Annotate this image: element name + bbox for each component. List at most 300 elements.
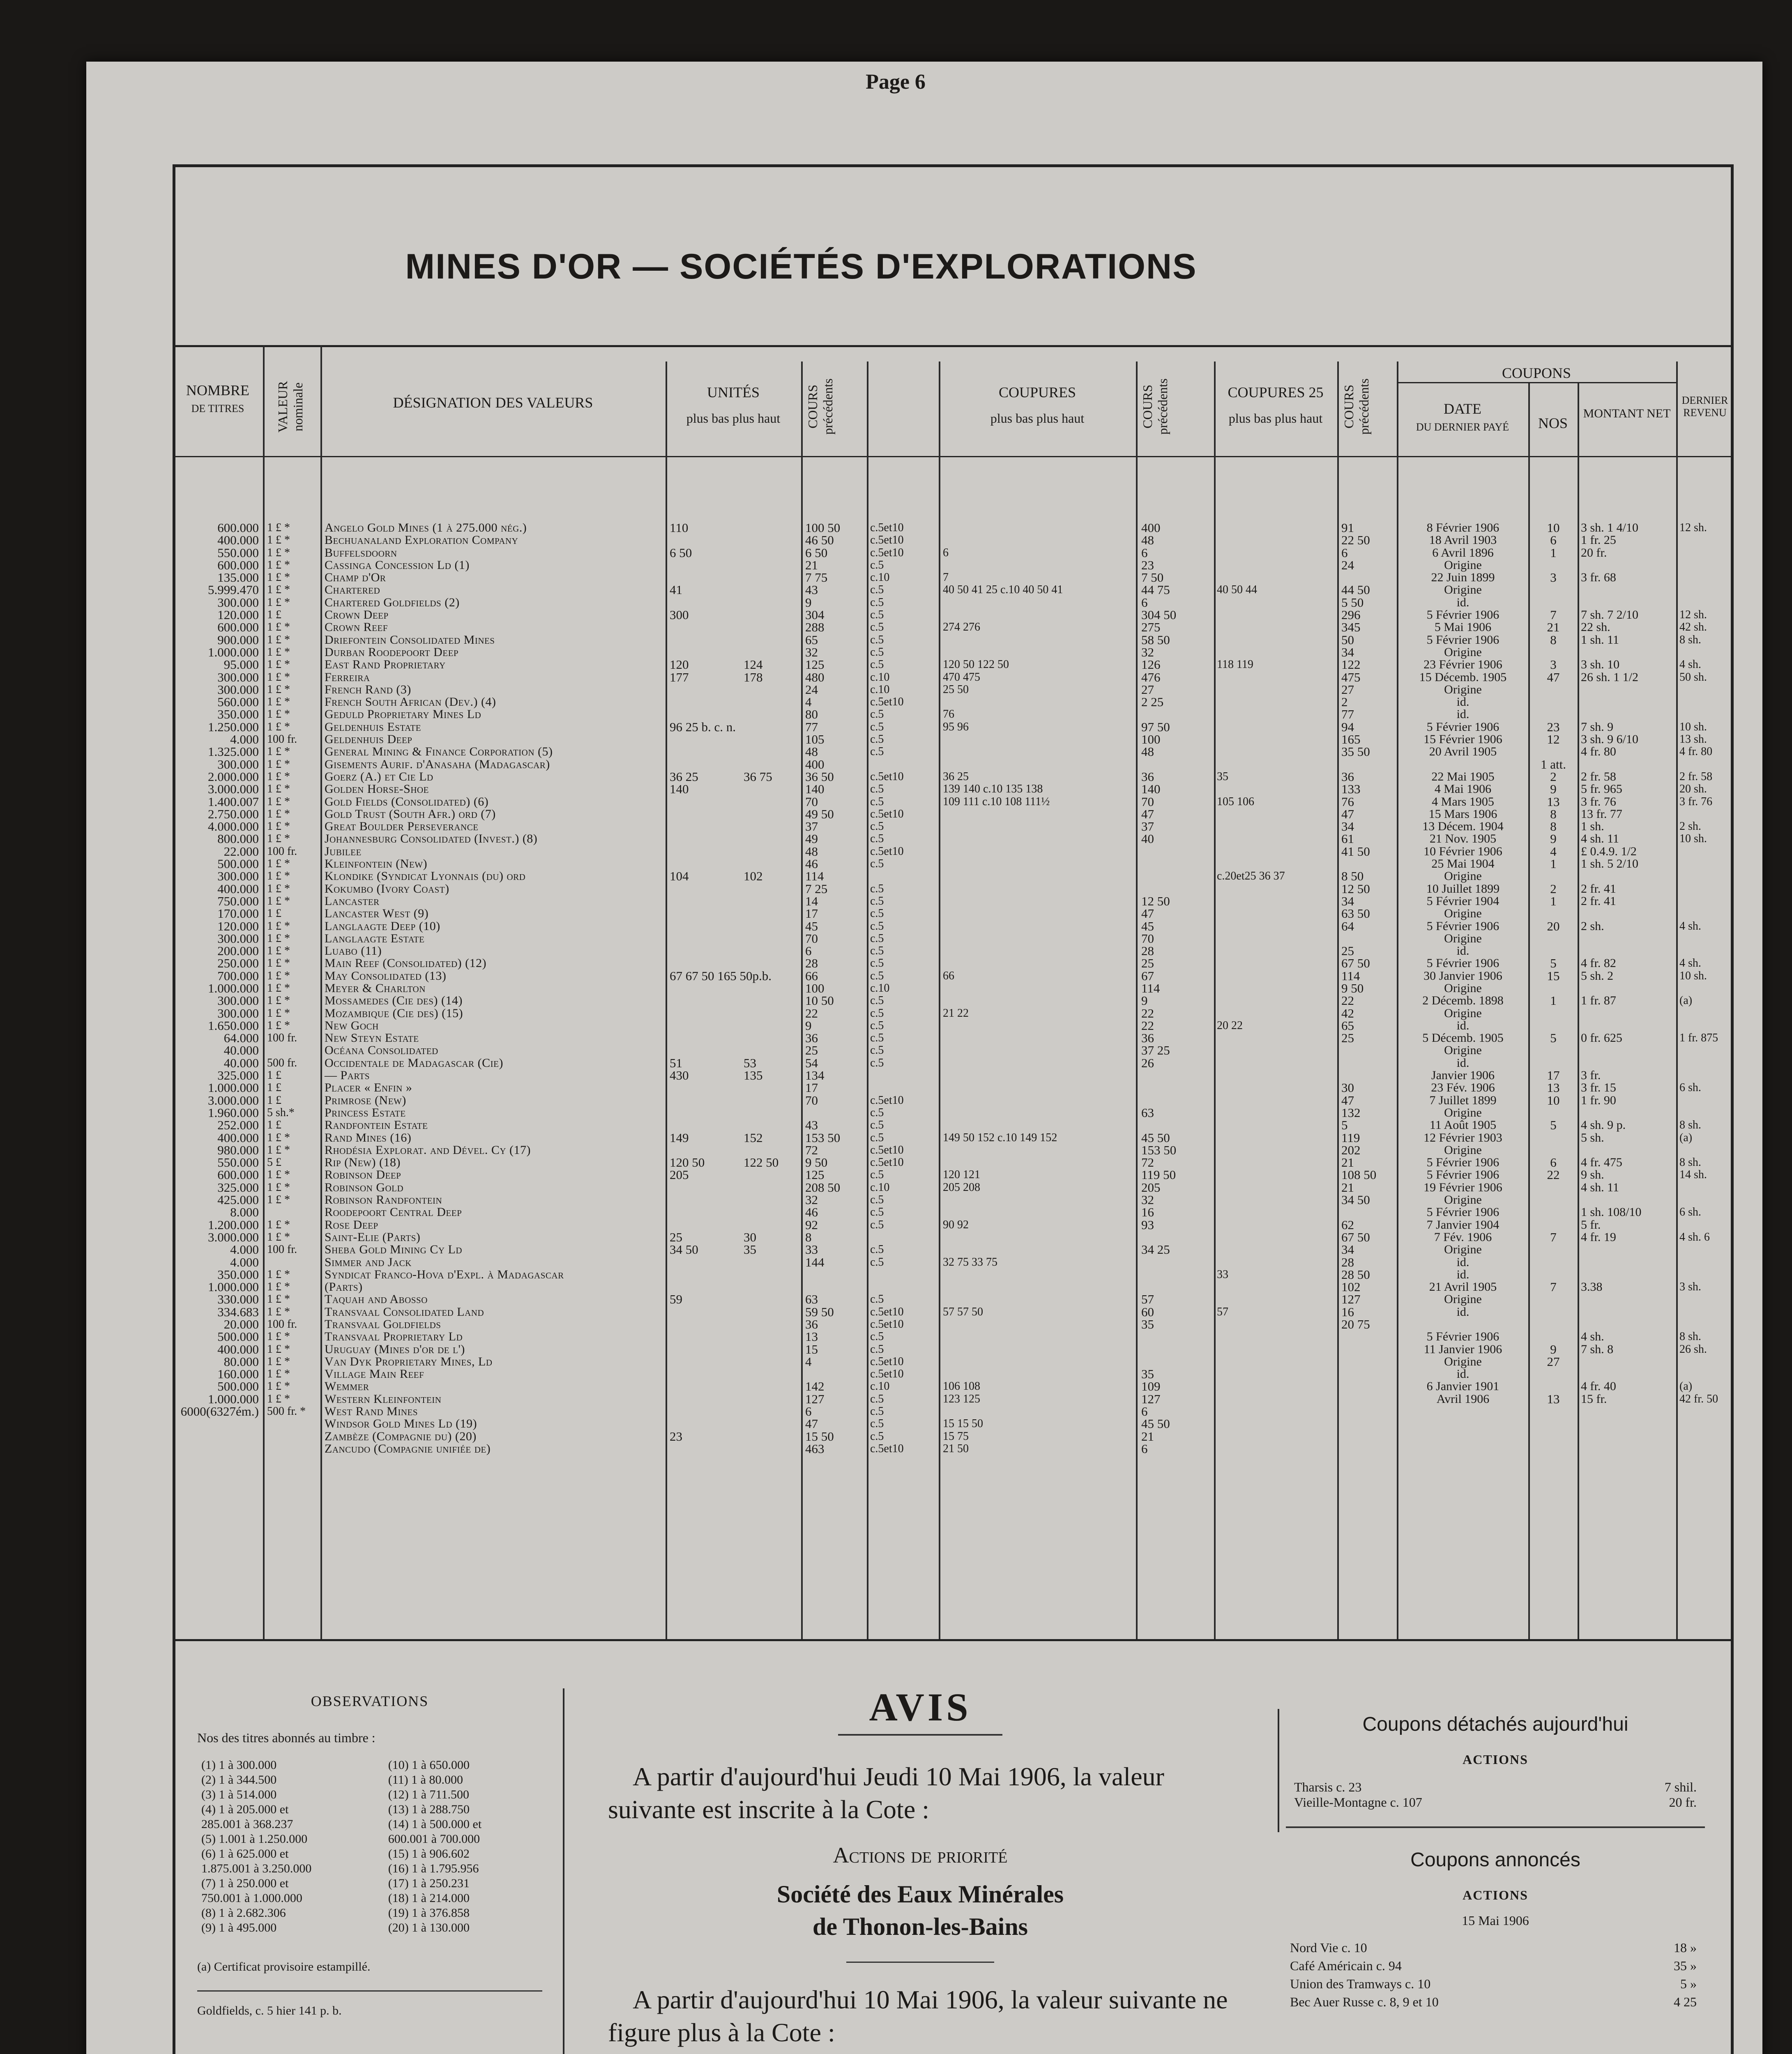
table-cell: Chartered Goldfields (2) <box>325 595 460 609</box>
table-cell: id. <box>1456 1255 1470 1269</box>
table-cell: 25 <box>805 1043 818 1058</box>
table-cell: 23 <box>670 1429 682 1444</box>
table-cell <box>1679 708 1733 721</box>
table-cell: 6000(6327ém.) <box>180 1404 259 1419</box>
table-cell <box>1217 1343 1336 1356</box>
table-cell <box>870 1269 938 1281</box>
table-cell <box>670 1007 744 1020</box>
table-cell: c.5et10 <box>870 1318 904 1331</box>
table-cell: 750.001 à 1.000.000 <box>201 1891 302 1905</box>
table-cell: 152 <box>744 1130 763 1145</box>
table-cell: 22 <box>1141 1018 1154 1033</box>
table-cell: 300.000 <box>217 1006 259 1020</box>
table-cell: 1 £ <box>267 1094 281 1107</box>
table-cell: Main Reef (Consolidated) (12) <box>325 956 487 970</box>
table-cell: 1 £ * <box>267 596 290 609</box>
table-cell: 304 50 <box>1141 608 1177 622</box>
table-cell <box>1217 1144 1336 1156</box>
table-cell: 16 <box>1141 1205 1154 1220</box>
table-cell: Origine <box>1444 583 1482 597</box>
table-cell: Océana Consolidated <box>325 1043 438 1057</box>
table-cell: 1 £ * <box>267 571 290 584</box>
table-cell: id. <box>1456 1305 1470 1319</box>
table-cell <box>1679 870 1733 882</box>
table-cell: 1 £ * <box>267 882 290 895</box>
coupon-item <box>1290 1957 1697 1975</box>
table-cell: c.10 <box>870 981 890 995</box>
table-cell: 177 <box>670 670 689 684</box>
table-cell: 17 <box>1547 1068 1560 1083</box>
table-cell: c.5 <box>870 1032 884 1045</box>
table-cell <box>1141 1331 1213 1343</box>
table-cell <box>670 684 744 696</box>
table-cell: 600.000 <box>217 557 259 572</box>
table-cell <box>1217 547 1336 559</box>
table-cell: 47 <box>805 1416 818 1431</box>
table-cell: 600.000 <box>217 1167 259 1182</box>
table-cell <box>1530 1044 1576 1057</box>
table-cell <box>1530 584 1576 596</box>
table-cell <box>805 1281 865 1293</box>
table-cell: c.5 <box>870 820 884 833</box>
column-cours-25 <box>1341 522 1395 1405</box>
table-cell: Princess Estate <box>325 1105 406 1119</box>
table-cell: 1 £ * <box>267 820 290 833</box>
table-cell: 13 <box>1547 1080 1560 1095</box>
table-cell <box>943 845 1134 858</box>
table-cell: 63 <box>805 1292 818 1307</box>
table-cell: 3 <box>1550 657 1557 672</box>
table-cell <box>1679 1020 1733 1032</box>
table-cell: 1.000.000 <box>208 1080 259 1095</box>
table-cell: 5 Février 1906 <box>1426 1156 1499 1170</box>
table-cell <box>1530 696 1576 708</box>
table-cell: 10 50 <box>805 993 834 1008</box>
table-cell: 202 <box>1341 1142 1361 1157</box>
table-cell <box>943 1368 1134 1380</box>
table-cell: 1 £ * <box>267 944 290 958</box>
table-cell <box>1581 1269 1675 1281</box>
table-cell: 6 Janvier 1901 <box>1426 1379 1499 1393</box>
table-cell <box>670 1331 744 1343</box>
table-cell <box>1217 833 1336 845</box>
table-cell <box>670 571 744 584</box>
table-cell: 109 111 c.10 108 111½ <box>943 795 1050 808</box>
table-cell: 21 50 <box>943 1442 969 1455</box>
table-cell: Origine <box>1444 1193 1482 1207</box>
table-cell <box>1530 1418 1576 1430</box>
table-cell: 1 sh. 11 <box>1581 633 1619 647</box>
table-cell: 4 Mai 1906 <box>1434 782 1492 796</box>
table-cell: 67 67 50 165 50p.b. <box>670 968 772 983</box>
table-cell: 7 <box>943 571 949 584</box>
table-cell: c.5 <box>870 994 884 1007</box>
table-cell: c.5et10 <box>870 1094 904 1107</box>
table-cell <box>744 982 799 995</box>
table-cell <box>670 1343 744 1356</box>
table-cell: 25 <box>1141 956 1154 971</box>
table-cell: 15 Décemb. 1905 <box>1419 670 1507 684</box>
table-cell <box>670 1281 744 1293</box>
table-cell: Rhodésia Explorat. and Dével. Cy (17) <box>325 1143 531 1157</box>
table-cell <box>1399 1318 1527 1331</box>
table-cell: 1 £ * <box>267 1143 290 1156</box>
table-cell: 8 sh. <box>1679 1330 1701 1343</box>
table-cell: 300.000 <box>217 993 259 1008</box>
col-rule <box>1528 382 1530 1639</box>
table-cell <box>670 559 744 571</box>
table-cell: Langlaagte Deep (10) <box>325 919 440 933</box>
table-cell: c.10 <box>870 670 890 684</box>
table-cell: 25 50 <box>943 683 969 696</box>
table-cell: 6 <box>1141 545 1148 560</box>
table-cell: (4) 1 à 205.000 et <box>201 1803 289 1816</box>
table-cell <box>1530 1107 1576 1119</box>
table-cell: 325.000 <box>217 1180 259 1195</box>
table-bottom-rule <box>173 1639 1734 1641</box>
table-cell: 6 50 <box>670 545 692 560</box>
table-cell: 100 fr. <box>267 1032 297 1045</box>
table-cell <box>1679 1069 1733 1082</box>
table-cell <box>1217 671 1336 684</box>
table-cell: 5 Février 1906 <box>1426 608 1499 622</box>
table-cell <box>670 995 744 1007</box>
table-cell <box>1679 1044 1733 1057</box>
table-cell: 10 sh. <box>1679 969 1707 982</box>
table-cell: Origine <box>1444 558 1482 572</box>
table-cell: Lancaster West (9) <box>325 907 429 921</box>
table-cell <box>943 808 1134 820</box>
table-cell: Saint-Elie (Parts) <box>325 1230 421 1244</box>
table-cell <box>1217 895 1336 907</box>
table-cell <box>1530 1132 1576 1144</box>
table-cell <box>670 895 744 907</box>
table-cell <box>744 1107 799 1119</box>
table-cell: 122 <box>1341 657 1361 672</box>
table-cell: c.5 <box>870 1293 884 1306</box>
table-cell: 275 <box>1141 620 1161 635</box>
table-cell: 14 <box>805 893 818 908</box>
table-cell <box>1217 1082 1336 1094</box>
table-cell <box>670 1393 744 1405</box>
table-cell: 3 sh. 9 6/10 <box>1581 732 1639 746</box>
coupon-label: Union des Tramways c. 10 <box>1290 1976 1431 1991</box>
table-cell <box>670 1032 744 1044</box>
header-coupures-sub: plus bas plus haut <box>990 411 1085 426</box>
table-cell: 32 <box>805 1193 818 1207</box>
table-cell <box>1530 1405 1576 1418</box>
table-cell: c.5et10 <box>870 1442 904 1455</box>
table-cell <box>744 746 799 758</box>
table-cell: Robinson Gold <box>325 1180 404 1194</box>
table-cell <box>670 646 744 659</box>
table-cell: 139 140 c.10 135 138 <box>943 783 1043 796</box>
table-cell: 22.000 <box>223 844 259 859</box>
table-cell <box>943 758 1134 771</box>
table-cell: 50 sh. <box>1679 670 1707 684</box>
table-cell: Taquah and Abosso <box>325 1292 428 1306</box>
table-cell: (5) 1.001 à 1.250.000 <box>201 1832 308 1846</box>
table-cell <box>1341 758 1395 771</box>
table-cell <box>1217 1032 1336 1044</box>
table-cell <box>744 858 799 870</box>
table-cell: c.20et25 36 37 <box>1217 870 1285 883</box>
table-cell: 23 <box>1141 557 1154 572</box>
table-cell: 47 <box>1341 1093 1354 1108</box>
table-cell: 400 <box>805 757 825 771</box>
table-cell: 30 <box>1341 1080 1354 1095</box>
table-cell: 1 £ * <box>267 994 290 1007</box>
coupon-item <box>1294 1795 1697 1810</box>
table-cell: Origine <box>1444 1354 1482 1368</box>
table-cell <box>943 1281 1134 1293</box>
table-cell <box>943 858 1134 870</box>
table-cell <box>1341 1206 1395 1218</box>
table-cell: 118 119 <box>1217 658 1253 671</box>
table-cell: 1 £ * <box>267 745 290 758</box>
table-cell: 15 Février 1906 <box>1423 732 1502 746</box>
table-cell: 345 <box>1341 620 1361 635</box>
avis-actions: Actions de priorité <box>833 1843 1008 1867</box>
table-cell <box>670 808 744 820</box>
table-cell: 11 Août 1905 <box>1429 1118 1497 1132</box>
table-cell: 32 <box>1141 645 1154 659</box>
table-cell: Langlaagte Estate <box>325 931 425 945</box>
table-cell: 4 fr. 19 <box>1581 1230 1616 1244</box>
table-cell: 7 Janvier 1904 <box>1426 1218 1499 1232</box>
table-cell: 46 50 <box>805 533 834 548</box>
table-cell: 3 fr. <box>1581 1068 1601 1082</box>
column-coupon-no <box>1530 522 1576 1430</box>
table-cell: 1 £ <box>267 1081 281 1094</box>
table-cell: 28 <box>805 956 818 971</box>
table-cell: 4 sh. 11 <box>1581 1180 1619 1194</box>
table-cell: 2 fr. 58 <box>1581 769 1616 783</box>
table-cell: 200.000 <box>217 944 259 958</box>
table-cell: 48 <box>1141 744 1154 759</box>
table-cell: 8 sh. <box>1679 633 1701 646</box>
table-cell: 33 <box>805 1242 818 1257</box>
table-cell: 49 50 <box>805 806 834 821</box>
table-cell: 90 92 <box>943 1218 969 1231</box>
table-cell <box>1581 1107 1675 1119</box>
table-cell: 26 sh. <box>1679 1342 1707 1356</box>
table-cell: 3.38 <box>1581 1280 1603 1294</box>
table-cell: c.5et10 <box>870 1143 904 1156</box>
table-cell: 15 <box>805 1342 818 1356</box>
coupon-value: 4 25 <box>1674 1994 1697 2009</box>
table-cell <box>744 559 799 571</box>
table-cell <box>1530 746 1576 758</box>
table-cell: 15 75 <box>943 1430 969 1443</box>
table-cell <box>1217 1132 1336 1144</box>
table-cell <box>744 1430 799 1443</box>
table-cell: 12 <box>1547 732 1560 747</box>
table-cell: 5 Février 1906 <box>1426 720 1499 734</box>
table-cell <box>1530 1057 1576 1069</box>
table-cell: Origine <box>1444 645 1482 659</box>
col-rule <box>1136 362 1138 1639</box>
table-cell: 400.000 <box>217 881 259 896</box>
table-cell: Angelo Gold Mines (1 à 275.000 nég.) <box>325 521 527 534</box>
table-cell: 34 <box>1341 819 1354 834</box>
table-cell: 92 <box>805 1217 818 1232</box>
table-cell: 34 50 <box>670 1242 698 1257</box>
table-cell <box>943 1343 1134 1356</box>
table-cell <box>1217 883 1336 895</box>
coupon-value: 5 » <box>1680 1976 1697 1991</box>
table-cell <box>1341 1343 1395 1356</box>
table-cell: 1 <box>1550 545 1557 560</box>
header-unites: UNITÉS <box>707 384 760 401</box>
table-cell <box>1530 933 1576 945</box>
table-cell <box>1217 684 1336 696</box>
table-cell: 93 <box>1141 1217 1154 1232</box>
table-cell: 9 <box>805 595 812 610</box>
table-cell: Wemmer <box>325 1379 369 1393</box>
table-cell <box>1679 883 1733 895</box>
coupon-label: Café Américain c. 94 <box>1290 1958 1402 1973</box>
table-cell <box>1141 1069 1213 1082</box>
table-cell: 1.960.000 <box>208 1105 259 1120</box>
table-cell: 72 <box>1141 1155 1154 1170</box>
table-cell: 1.250.000 <box>208 719 259 734</box>
table-cell: 97 50 <box>1141 719 1170 734</box>
table-cell: 300.000 <box>217 757 259 771</box>
table-cell: 27 <box>1141 682 1154 697</box>
table-cell: id. <box>1456 1367 1470 1381</box>
table-cell <box>943 995 1134 1007</box>
table-cell: 500.000 <box>217 857 259 871</box>
table-cell: 252.000 <box>217 1118 259 1133</box>
table-cell: 135 <box>744 1068 763 1083</box>
table-cell: 72 <box>805 1142 818 1157</box>
table-cell: Geldenhuis Estate <box>325 720 422 734</box>
table-cell: 205 208 <box>943 1181 980 1194</box>
table-cell: c.5 <box>870 969 884 982</box>
table-cell <box>744 1293 799 1306</box>
table-cell <box>744 1331 799 1343</box>
table-cell: 500 fr. * <box>267 1405 306 1418</box>
table-cell: Golden Horse-Shoe <box>325 782 429 796</box>
table-cell: 3 fr. 76 <box>1581 794 1616 808</box>
table-cell <box>1581 758 1675 771</box>
table-cell: 2.750.000 <box>208 806 259 821</box>
table-cell <box>1217 1443 1336 1455</box>
table-cell: 140 <box>1141 782 1161 797</box>
table-cell: 19 Février 1906 <box>1423 1180 1502 1194</box>
table-cell: 67 50 <box>1341 1230 1370 1244</box>
table-cell <box>744 1044 799 1057</box>
table-cell: 36 25 <box>670 769 698 784</box>
col-rule <box>320 345 322 1639</box>
table-cell: 119 50 <box>1141 1167 1176 1182</box>
column-coupon <box>870 522 938 1455</box>
table-cell: c.5 <box>870 1206 884 1219</box>
table-cell: c.5 <box>870 907 884 920</box>
table-cell <box>1581 646 1675 659</box>
table-cell: 36 <box>1141 1031 1154 1045</box>
table-cell: 57 <box>1217 1305 1228 1318</box>
table-cell <box>670 1044 744 1057</box>
table-cell: c.5 <box>870 1330 884 1343</box>
observations-box <box>181 1676 559 2054</box>
table-cell: 6 <box>805 1404 812 1419</box>
table-cell: 350.000 <box>217 707 259 722</box>
table-cell <box>1141 870 1213 882</box>
table-cell: Zancudo (Compagnie unifiée de) <box>325 1441 491 1455</box>
table-cell: Durban Roodepoort Deep <box>325 645 459 659</box>
table-cell: 153 50 <box>1141 1142 1177 1157</box>
table-cell <box>744 933 799 945</box>
table-cell: Mozambique (Cie des) (15) <box>325 1006 463 1020</box>
table-cell: 205 <box>1141 1180 1161 1195</box>
table-cell <box>943 1231 1134 1243</box>
table-cell <box>943 634 1134 646</box>
table-cell <box>670 746 744 758</box>
table-cell: 123 125 <box>943 1392 980 1405</box>
table-cell: c.5 <box>870 957 884 970</box>
table-cell: 66 <box>943 969 954 982</box>
table-cell: (11) 1 à 80.000 <box>388 1773 463 1787</box>
table-cell <box>744 1007 799 1020</box>
table-cell: 95 96 <box>943 720 969 733</box>
table-cell <box>1141 1082 1213 1094</box>
table-cell: 67 50 <box>1341 956 1370 971</box>
table-cell: 1.000.000 <box>208 1391 259 1406</box>
table-cell <box>1341 1044 1395 1057</box>
table-cell: c.5et10 <box>870 534 904 547</box>
table-cell <box>1217 708 1336 721</box>
table-cell <box>744 1032 799 1044</box>
table-cell: 1 £ * <box>267 645 290 659</box>
table-cell: 32 75 33 75 <box>943 1255 997 1269</box>
table-cell <box>744 534 799 546</box>
table-cell <box>1217 1206 1336 1218</box>
table-cell <box>670 907 744 920</box>
table-cell <box>1581 1306 1675 1318</box>
table-cell: 1.000.000 <box>208 981 259 995</box>
table-cell: c.5et10 <box>870 845 904 858</box>
table-cell: 1 £ <box>267 1069 281 1082</box>
table-cell: 5 fr. 965 <box>1581 782 1622 796</box>
coupons-detaches-list <box>1294 1780 1697 1810</box>
table-cell <box>670 920 744 933</box>
table-cell <box>670 1094 744 1107</box>
table-cell: 12 sh. <box>1679 521 1707 534</box>
table-cell <box>943 945 1134 957</box>
table-cell <box>943 957 1134 969</box>
table-cell: 8 <box>1550 632 1557 647</box>
table-cell: 96 25 b. c. n. <box>670 719 736 734</box>
table-cell: (13) 1 à 288.750 <box>388 1803 470 1816</box>
table-cell <box>943 1107 1134 1119</box>
table-cell: 6 <box>1341 545 1348 560</box>
table-cell <box>1530 1368 1576 1380</box>
table-cell <box>1679 1243 1733 1256</box>
table-cell <box>670 634 744 646</box>
coupon-label: Bec Auer Russe c. 8, 9 et 10 <box>1290 1994 1439 2009</box>
table-cell <box>1217 957 1336 969</box>
table-cell <box>1581 696 1675 708</box>
table-cell <box>1217 982 1336 995</box>
table-cell: 480 <box>805 670 825 684</box>
table-cell: 43 <box>805 1118 818 1133</box>
table-cell: 160.000 <box>217 1367 259 1382</box>
table-cell <box>670 845 744 858</box>
table-cell <box>1581 1293 1675 1306</box>
table-cell: 70 <box>805 1093 818 1108</box>
